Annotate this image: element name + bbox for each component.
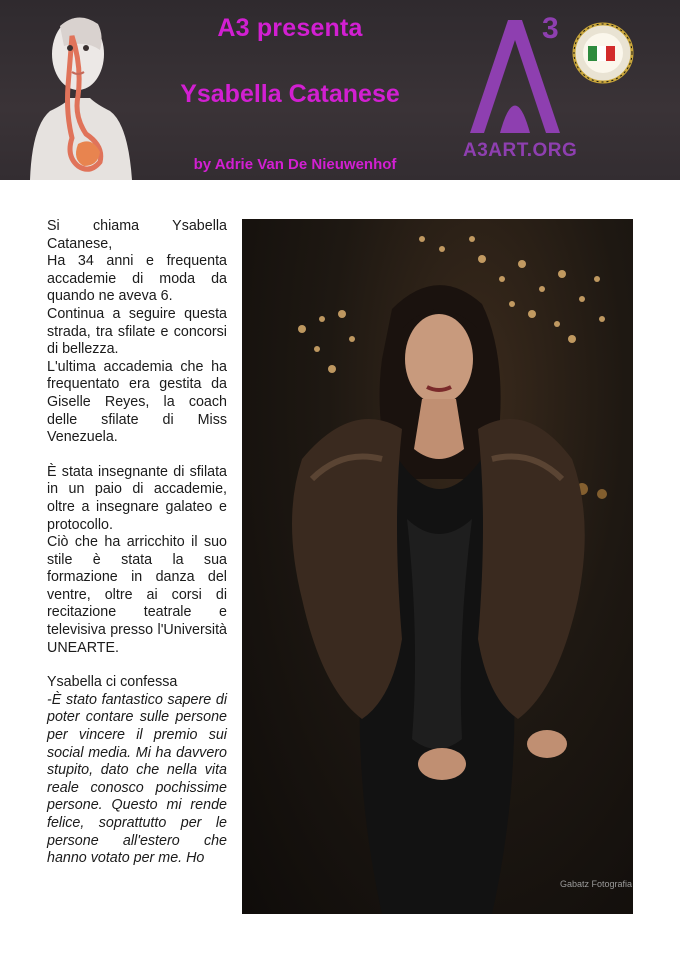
article-column [47,218,227,868]
article-paragraph: Ha 34 anni e frequenta accademie di moda da quando ne aveva 6. [47,253,227,305]
figure-artwork [20,6,140,180]
logo-number: 3 [542,12,559,45]
article-paragraph: Continua a seguire questa strada, tra sfilate e concorsi di bellezza. [47,305,227,358]
portrait-photo [242,219,633,914]
a3-logo [460,8,590,148]
portrait-illustration [242,219,633,914]
byline: by Adrie Van De Nieuwenhof [193,156,397,173]
article-paragraph: Si chiama Ysabella Catanese, [47,218,227,252]
photo-credit: Gabatz Fotografia [560,879,633,889]
article-paragraph: Ciò che ha arricchito il suo stile è stata la sua formazione in danza del ventre, oltre ai corsi di recitazione teatrale e televisiva presso l'Università UNEARTE. [47,534,227,656]
article-paragraph: È stata insegnante di sfilata in un paio di accademie, oltre a insegnare galateo e protocollo. [47,463,227,533]
article-paragraph: L'ultima accademia che ha frequentato era gestita da Giselle Reyes, la coach delle sfilate di Miss Venezuela. [47,358,227,446]
header-title: A3 presenta [217,14,363,42]
site-url: A3ART.ORG [463,140,578,161]
article-subject-name: Ysabella Catanese [180,80,400,108]
article-paragraph: Ysabella ci confessa [47,674,178,691]
italy-seal-icon [572,22,634,84]
article-quote: -È stato fantastico sapere di poter contare sulle persone per vincere il premio sui social media. Mi ha davvero stupito, dato che nella vita reale conosco pochissime persone. Questo mi rende felice, soprattutto per le persone all'estero che hanno votato per me. Ho [47,691,227,867]
page-header [0,0,680,180]
